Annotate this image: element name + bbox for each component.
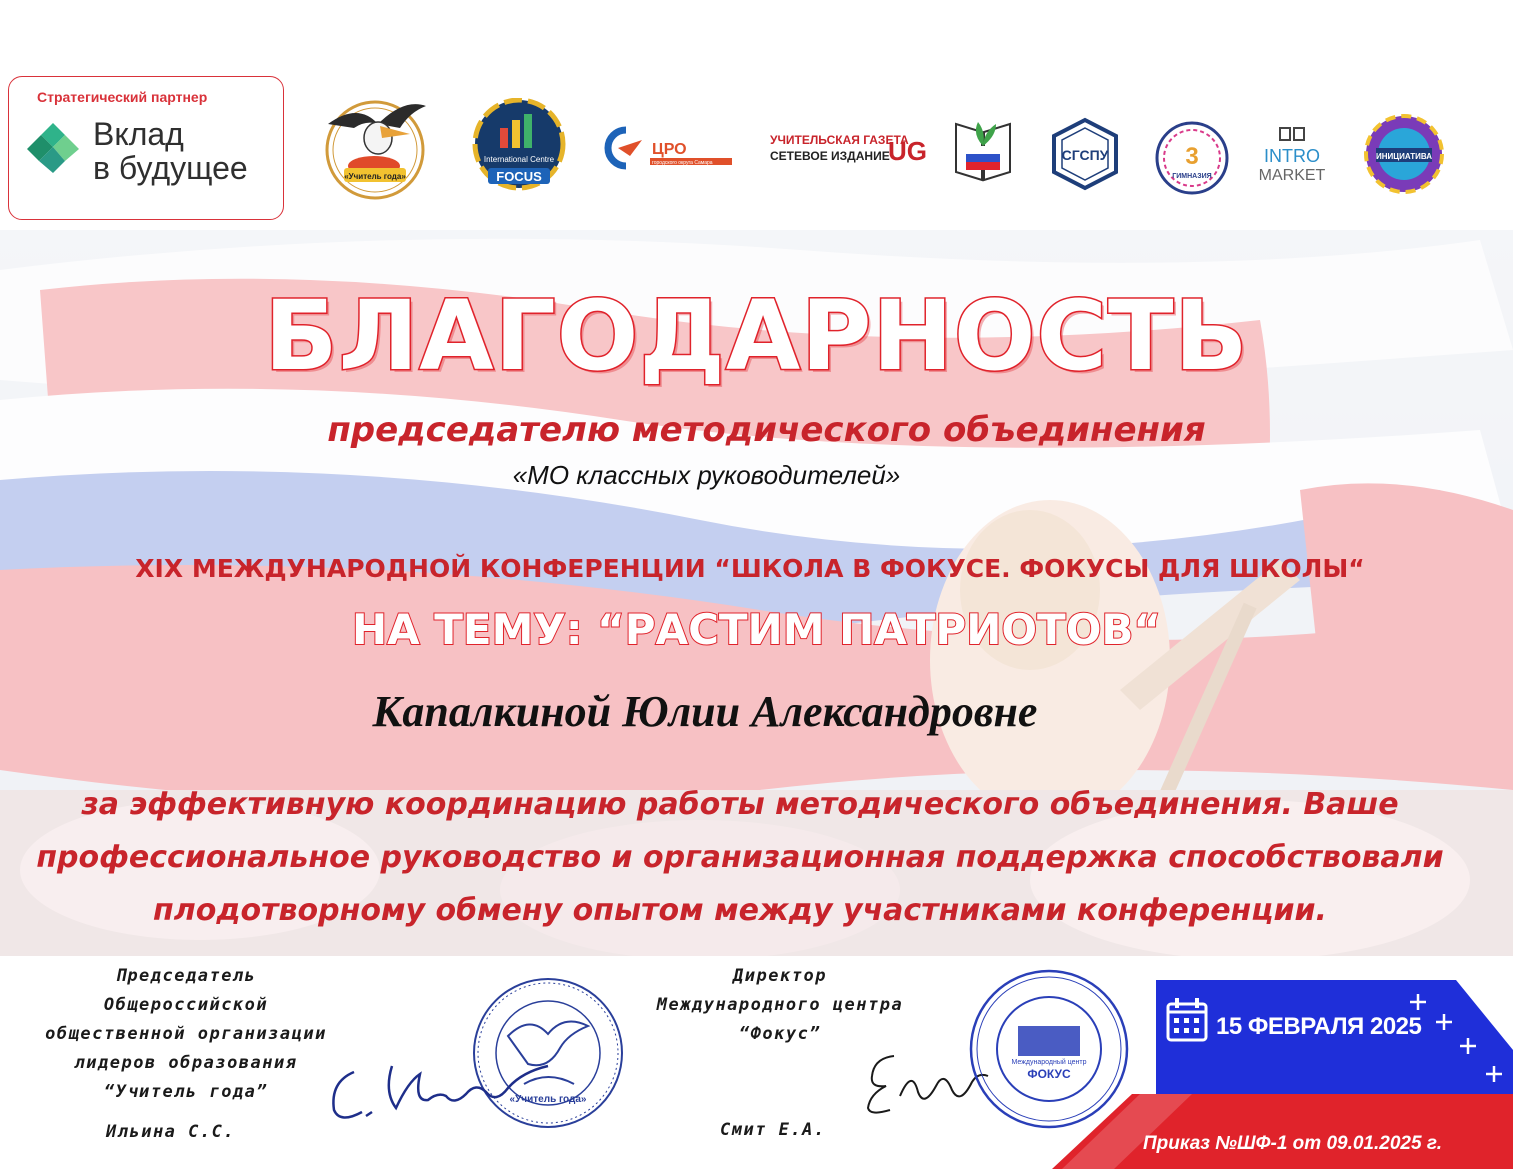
trade-union-logo <box>952 118 1014 186</box>
cro-logo <box>602 124 734 172</box>
order-reference: Приказ №ШФ-1 от 09.01.2025 г. <box>1143 1133 1442 1154</box>
vklad-diamond-icon <box>19 113 87 181</box>
teacher-of-year-label: «Учитель года» <box>344 172 406 181</box>
right-stamp-sublabel: Международный центр <box>1011 1059 1087 1066</box>
left-signatory-title: Председатель Общероссийской общественной организации лидеров образования “Учитель года” <box>45 966 327 1102</box>
market-label: MARKET <box>1258 167 1326 184</box>
partner-name: Вклад в будущее <box>93 116 248 186</box>
initiative-label: ИНИЦИАТИВА <box>1375 152 1433 161</box>
event-date: 15 ФЕВРАЛЯ 2025 <box>1216 1013 1422 1040</box>
sgspu-label: СГСПУ <box>1061 147 1109 163</box>
conference-topic: НА ТЕМУ: “РАСТИМ ПАТРИОТОВ“ <box>351 605 1162 654</box>
gratitude-reason <box>0 778 1480 937</box>
gazeta-line2: СЕТЕВОЕ ИЗДАНИЕ <box>770 149 890 163</box>
conference-name: XIX МЕЖДУНАРОДНОЙ КОНФЕРЕНЦИИ “ШКОЛА В ФОКУСЕ. ФОКУСЫ ДЛЯ ШКОЛЫ“ <box>135 554 1365 583</box>
association-name: «МО классных руководителей» <box>512 460 901 490</box>
right-signatory-title: Директор Международного центра “Фокус” <box>656 966 904 1044</box>
reason-line: профессиональное руководство и организационная поддержка способствовали <box>36 840 1444 875</box>
focus-top-label: International Centre <box>483 155 555 164</box>
initiative-fund-logo <box>1364 114 1444 194</box>
focus-centre-logo <box>466 98 572 192</box>
partner-caption: Стратегический партнер <box>37 89 208 105</box>
cro-sub-label: городского округа Самара <box>652 160 713 166</box>
right-stamp-label: ФОКУС <box>1027 1067 1071 1081</box>
reason-line: плодотворному обмену опытом между участниками конференции. <box>153 893 1327 928</box>
focus-name-label: FOCUS <box>496 169 542 184</box>
strategic-partner-logo <box>8 76 284 220</box>
ilina-signature <box>326 1052 556 1128</box>
cro-label: ЦРО <box>652 141 687 158</box>
gazeta-line1: УЧИТЕЛЬСКАЯ ГАЗЕТА <box>770 133 909 147</box>
certificate-subtitle: председателю методического объединения <box>327 410 1206 450</box>
reason-line: за эффективную координацию работы методического объединения. Ваше <box>81 787 1399 822</box>
right-signatory-name: Смит Е.А. <box>720 1120 826 1140</box>
recipient-name: Капалкиной Юлии Александровне <box>372 687 1038 736</box>
certificate-title: БЛАГОДАРНОСТЬ <box>264 280 1249 392</box>
intro-market-logo <box>1258 126 1326 184</box>
svg-text:3: 3 <box>1185 143 1199 170</box>
gazeta-mark: UG <box>888 136 927 166</box>
uchitelskaya-gazeta-logo <box>768 130 932 166</box>
gymnasium-logo <box>1154 120 1230 196</box>
teacher-of-year-logo <box>318 94 432 202</box>
left-signatory-name: Ильина С.С. <box>106 1122 236 1142</box>
left-stamp-label: «Учитель года» <box>509 1094 587 1105</box>
sgspu-logo <box>1050 116 1120 192</box>
gymnasium-label: ГИМНАЗИЯ <box>1172 173 1212 180</box>
intro-label: INTRO <box>1264 146 1320 166</box>
order-ribbon <box>1052 1094 1513 1169</box>
